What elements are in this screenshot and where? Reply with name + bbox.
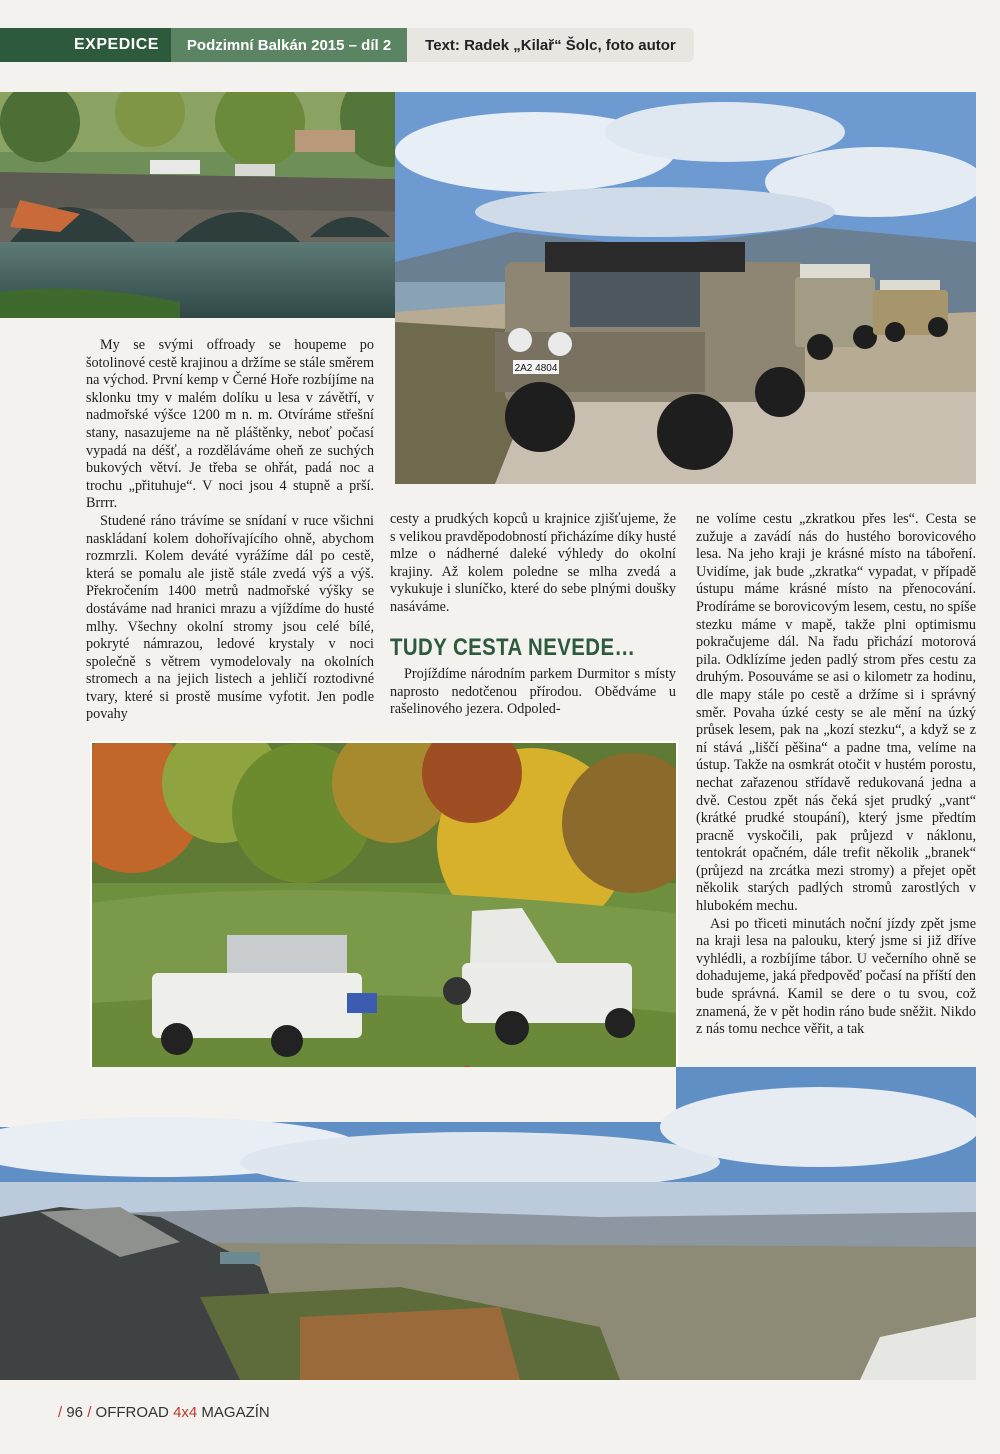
author-credit: Text: Radek „Kilař“ Šolc, foto autor — [407, 28, 694, 62]
page-footer — [58, 1404, 270, 1421]
divider-slash: / — [87, 1404, 96, 1421]
article-header — [0, 28, 694, 62]
section-label: EXPEDICE — [0, 28, 171, 62]
magazine-name-accent: 4x4 — [173, 1404, 198, 1421]
offroad-convoy-photo — [395, 92, 976, 484]
magazine-name: OFFROAD — [95, 1404, 169, 1421]
page-number: 96 — [66, 1404, 84, 1421]
article-column-2b — [390, 666, 676, 719]
paragraph: Studené ráno trávíme se snídaní v ruce všichni naskládaní kolem dohořívajícího ohně, abychom rozmrzli. Kolem deváté vyrážíme dál po cestě, která se pomalu ale jistě stále zvedá výš a výš. Překročením 1400 metrů nadmořské výšky se dostáváme nad hranici mrazu a vjíždíme do husté mlhy. Všechny okolní stromy jsou celé bílé, pokryté námrazou, ledové krystaly v noci společně s větrem vymodelovaly na okolních stromech a na jejich listech a jehličí roztodivné tvary, které si prostě musíme vyfotit. Jen podle povahy — [86, 512, 374, 723]
article-column-2 — [390, 511, 676, 617]
divider-slash: / — [58, 1404, 67, 1421]
paragraph: Asi po třiceti minutách noční jízdy zpět jsme na kraji lesa na palouku, který jsme si již dříve vyhlédli, a rozbíjíme tábor. U večerního ohně se dohadujeme, jaká předpověď počasí na příští den bude správná. Kamil se dere o tu svou, což znamená, že v pět hodin ráno bude sněžit. Nikdo z nás tomu nechce věřit, a tak — [696, 915, 976, 1038]
stone-bridge-photo — [0, 92, 448, 318]
magazine-name-suffix: MAGAZÍN — [201, 1404, 270, 1421]
license-plate: 2A2 4804 — [514, 363, 558, 374]
paragraph: ne volíme cestu „zkratkou přes les“. Cesta se zužuje a zavádí nás do hustého borovicového lesa. Na jeho kraji je krásné místo na táboření. Uvidíme, jak bude „zkratka“ vypadat, v případě ústupu máme krásné místo na přenocování. Prodíráme se borovicovým lesem, cestu, no spíše stezku máme v mapě, takže plni optimismu pokračujeme dál. Na řadu přichází motorová pila. Odklízíme jeden padlý strom přes cestu za druhým. Posouváme se asi o kilometr za hodinu, dle mapy stále po cestě a držíme si i správný směr. Povaha úzké cesty se ale mění na úzký průsek lesem, pak na „kozí stezku“, a když se z ní stává „liščí pěšina“ a padne tma, velíme na ústup. Takže na osmkrát otočit v hustém porostu, nechat zařazenou střídavě redukovaná jedna a dvě. Cestou zpět nás čeká sjet prudký „vant“ (krátké prudké stoupání), který jsme předtím pracně vyskočili, pak průjezd v náklonu, tentokrát opačném, dále trefit několik „branek“ (průjezd na zrcátka mezi stromy) a přejet opět několik starých padlých stromů zarostlých v hlubokém mechu. — [696, 511, 976, 915]
article-series-title: Podzimní Balkán 2015 – díl 2 — [171, 28, 407, 62]
paragraph: My se svými offroady se houpeme po šotolinové cestě krajinou a držíme se stále směrem na východ. První kemp v Černé Hoře rozbíjíme na sklonku tmy v malém dolíku u lesa v závětří, v nadmořské výšce 1200 m n. m. Otvíráme střešní stany, nasazujeme na ně pláštěnky, neboť počasí vypadá na déšť, a rozděláváme oheň ze suchých bukových větví. Je třeba se ohřát, padá noc a trochu „přituhuje“. V noci jsou 4 stupně a prší. Brrrr. — [86, 337, 374, 512]
mountain-panorama-photo — [0, 1067, 976, 1380]
paragraph: cesty a prudkých kopců u krajnice zjišťujeme, že s velikou pravděpodobností přicházíme díky husté mlze o nádherné daleké výhledy do okolní krajiny. Až kolem poledne se mlha zvedá a vykukuje i sluníčko, které do sebe plnými doušky nasáváme. — [390, 511, 676, 615]
paragraph: Projíždíme národním parkem Durmitor s místy naprosto nedotčenou přírodou. Obědváme u rašelinového jezera. Odpoled- — [390, 666, 676, 718]
article-column-3 — [696, 511, 976, 1039]
article-column-1 — [86, 337, 374, 724]
section-heading: TUDY CESTA NEVEDE… — [390, 634, 636, 661]
